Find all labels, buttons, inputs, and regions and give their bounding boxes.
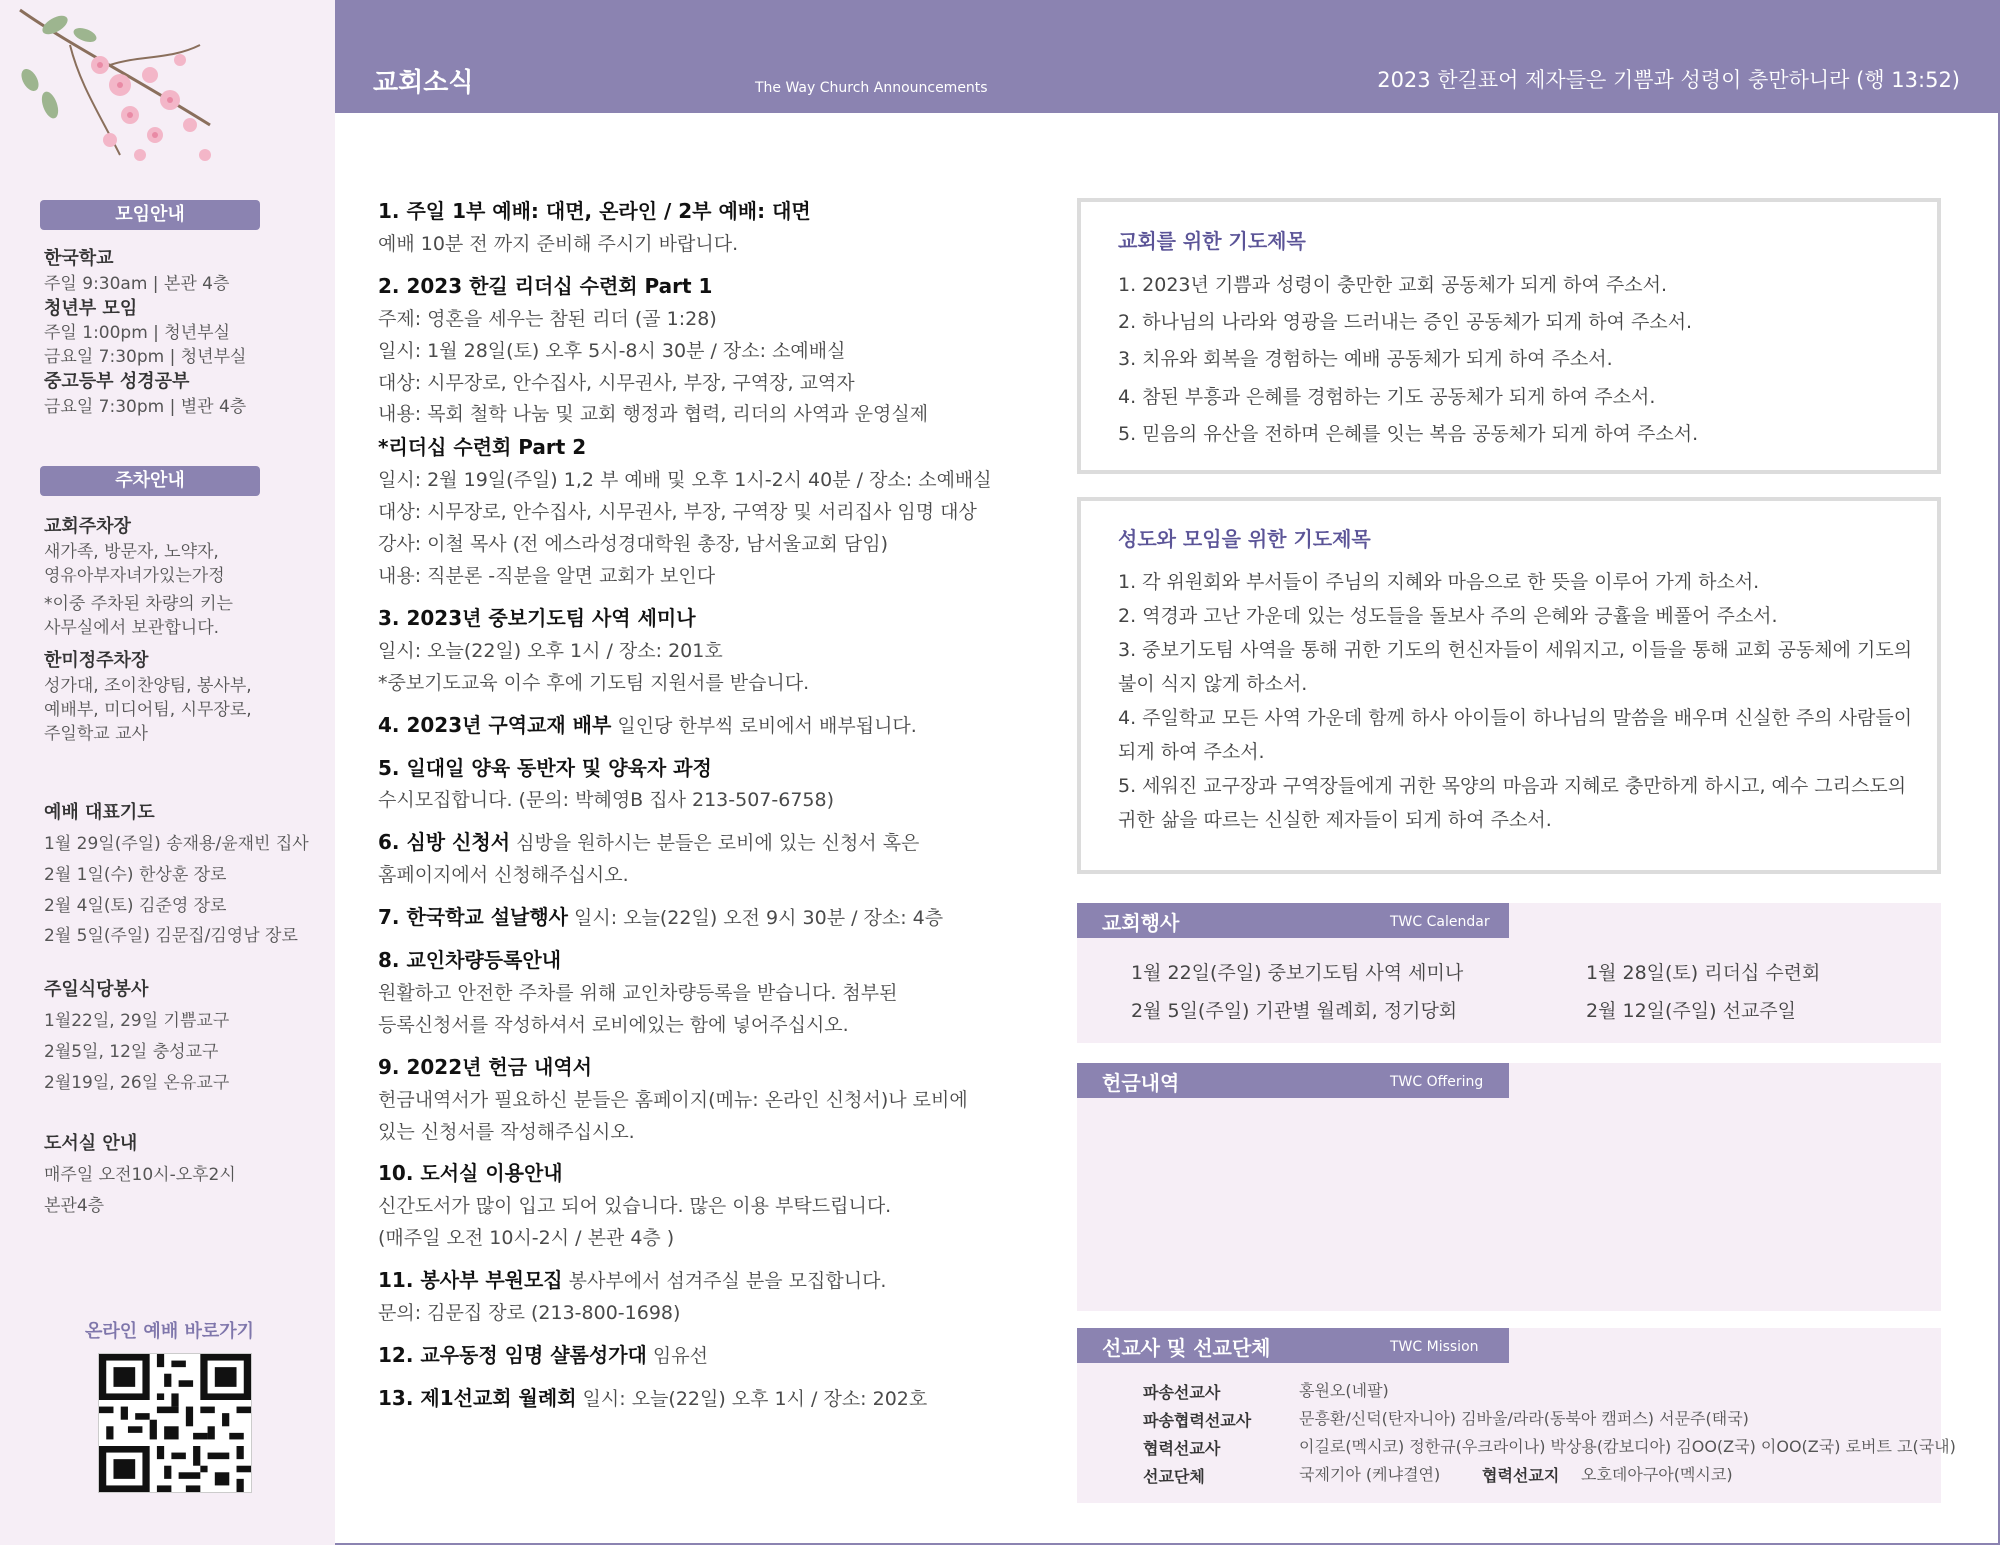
announcement-heading: 10. 도서실 이용안내 [378,1161,563,1186]
worship-prayer-item: 2월 5일(주일) 김문집/김영남 장로 [44,926,298,947]
member-prayer-line: 2. 역경과 고난 가운데 있는 성도들을 돌보사 주의 은혜와 긍휼을 베풀어 주소서. [1118,605,1778,627]
yearly-motto: 2023 한길표어 제자들은 기쁨과 성령이 충만하니라 (행 13:52) [1377,68,1960,92]
member-prayer-line: 귀한 삶을 따르는 신실한 제자들이 되게 하여 주소서. [1118,809,1552,831]
announcement-line: 내용: 직분론 -직분을 알면 교회가 보인다 [378,564,716,587]
worship-prayer-title: 예배 대표기도 [44,802,155,823]
announcement-heading: 2. 2023 한길 리더십 수련회 Part 1 [378,273,713,298]
offering-title: 헌금내역 [1102,1071,1180,1095]
calendar-title: 교회행사 [1102,911,1180,935]
meeting-detail: 주일 1:00pm | 청년부실 [44,323,230,344]
announcement-line: 강사: 이철 목사 (전 에스라성경대학원 총장, 남서울교회 담임) [378,533,889,556]
kitchen-service-item: 2월19일, 26일 온유교구 [44,1072,230,1093]
announcement-heading: 7. 한국학교 설날행사 [378,905,568,930]
worship-prayer-item: 2월 1일(수) 한상훈 장로 [44,864,227,885]
announcement-line: 일시: 오늘(22일) 오후 1시 / 장소: 201호 [378,639,723,662]
worship-prayer-list [44,797,309,952]
announcement-heading: 5. 일대일 양육 동반자 및 양육자 과정 [378,755,712,780]
announcement-item [378,1382,998,1416]
announcement-line: 대상: 시무장로, 안수집사, 시무권사, 부장, 구역장 및 서리집사 임명 대상 [378,501,977,524]
library-title: 도서실 안내 [44,1133,138,1154]
member-prayer-line: 4. 주일학교 모든 사역 가운데 함께 하사 아이들이 하나님의 말씀을 배우며 신실한 주의 사람들이 [1118,707,1913,729]
worship-prayer-item: 2월 4일(토) 김준영 장로 [44,895,227,916]
mission-value: 문흥환/신덕(탄자니아) 김바울/라라(동북아 캠퍼스) 서문주(태국) [1299,1409,1749,1428]
mission-label: 파송선교사 [1143,1383,1221,1402]
mission-title: 선교사 및 선교단체 [1102,1336,1271,1360]
announcement-heading: 9. 2022년 헌금 내역서 [378,1054,592,1079]
meeting-detail: 주일 9:30am | 본관 4층 [44,273,230,294]
cherry-blossom-illustration [10,5,230,175]
announcement-line: 있는 신청서를 작성해주십시오. [378,1120,635,1143]
announcement-line: 헌금내역서가 필요하신 분들은 홈페이지(메뉴: 온라인 신청서)나 로비에 [378,1088,968,1111]
announcement-inline-text: 임유선 [646,1345,708,1367]
worship-prayer-item: 1월 29일(주일) 송재용/윤재빈 집사 [44,834,309,855]
announcement-line: 신간도서가 많이 입고 되어 있습니다. 많은 이용 부탁드립니다. [378,1195,892,1218]
page-subtitle: The Way Church Announcements [755,80,988,96]
parking-note: 사무실에서 보관합니다. [44,617,220,638]
announcement-inline-text: 일인당 한부씩 로비에서 배부됩니다. [611,714,917,737]
kitchen-service-list [44,974,229,1098]
parking-detail: 예배부, 미디어팀, 시무장로, [44,699,252,720]
offering-header [1077,1063,1509,1098]
meeting-title: 중고등부 성경공부 [44,371,190,393]
parking-detail: 영유아부자녀가있는가정 [44,565,225,586]
calendar-event: 1월 22일(주일) 중보기도팀 사역 세미나 [1131,962,1464,984]
meeting-info-header: 모임안내 [40,200,260,230]
mission-value: 이길로(멕시코) 정한규(우크라이나) 박상용(캄보디아) 김OO(Z국) 이OO(Z국) 로버트 고(국내) [1299,1437,1956,1456]
mission-value: 홍원오(네팔) [1299,1381,1389,1400]
church-prayer-item: 3. 치유와 회복을 경험하는 예배 공동체가 되게 하여 주소서. [1118,348,1613,370]
announcement-item [378,1157,998,1255]
announcement-item [378,944,998,1042]
parking-detail: 주일학교 교사 [44,723,148,744]
announcement-line: 수시모집합니다. (문의: 박혜영B 집사 213-507-6758) [378,789,835,812]
announcement-inline-text: 봉사부에서 섬겨주실 분을 모집합니다. [562,1270,887,1293]
meeting-detail: 금요일 7:30pm | 별관 4층 [44,397,247,418]
mission-panel [1077,1328,1956,1503]
announcement-item [378,1339,998,1373]
mission-label: 협력선교사 [1143,1439,1221,1458]
page-title: 교회소식 [373,68,474,98]
announcement-heading: 11. 봉사부 부원모집 [378,1268,563,1293]
announcement-heading: 13. 제1선교회 월례회 [378,1385,577,1410]
sidebar [0,0,335,1545]
parking-detail: 새가족, 방문자, 노약자, [44,541,219,562]
parking-note: *이중 주차된 차량의 키는 [44,593,233,614]
meeting-title: 청년부 모임 [44,297,138,319]
announcement-line: 주제: 영혼을 세우는 참된 리더 (골 1:28) [378,307,717,330]
announcement-item [378,826,998,892]
announcement-heading: *리더십 수련회 Part 2 [378,435,587,460]
calendar-event: 2월 12일(주일) 선교주일 [1586,1000,1797,1022]
parking-title: 교회주차장 [44,516,131,537]
announcement-line: 내용: 목회 철학 나눔 및 교회 행정과 협력, 리더의 사역과 운영실제 [378,403,929,426]
announcement-item [378,431,998,593]
qr-code-icon [99,1354,251,1492]
member-prayer-title: 성도와 모임을 위한 기도제목 [1118,527,1371,551]
mission-subtitle: TWC Mission [1390,1339,1479,1355]
library-info [44,1128,236,1222]
kitchen-service-item: 2월5일, 12일 충성교구 [44,1041,219,1062]
member-prayer-line: 5. 세워진 교구장과 구역장들에게 귀한 목양의 마음과 지혜로 충만하게 하시고, 예수 그리스도의 [1118,775,1907,797]
calendar-event: 1월 28일(토) 리더십 수련회 [1586,962,1821,984]
church-prayer-item: 4. 참된 부흥과 은혜를 경험하는 기도 공동체가 되게 하여 주소서. [1118,386,1656,408]
announcement-line: 일시: 2월 19일(주일) 1,2 부 예배 및 오후 1시-2시 40분 / 장소: 소예배실 [378,469,992,492]
announcements [378,195,998,1425]
calendar-panel [1077,903,1941,1043]
announcement-item [378,901,998,935]
announcement-inline-text: 일시: 오늘(22일) 오후 1시 / 장소: 202호 [576,1387,928,1410]
member-prayer-line: 불이 식지 않게 하소서. [1118,673,1308,695]
online-worship-link[interactable]: 온라인 예배 바로가기 [85,1321,255,1342]
kitchen-service-item: 1월22일, 29일 기쁨교구 [44,1011,230,1032]
offering-panel [1077,1063,1941,1311]
announcement-line: 예배 10분 전 까지 준비해 주시기 바랍니다. [378,232,739,255]
announcement-item [378,752,998,818]
announcement-heading: 6. 심방 신청서 [378,830,511,855]
mission-partner-label: 협력선교지 [1482,1466,1560,1485]
announcement-line: 홈페이지에서 신청해주십시오. [378,864,629,887]
announcement-heading: 1. 주일 1부 예배: 대면, 온라인 / 2부 예배: 대면 [378,199,811,223]
announcement-heading: 12. 교우동정 임명 샬롬성가대 [378,1343,647,1367]
mission-label: 선교단체 [1143,1467,1205,1486]
offering-subtitle: TWC Offering [1390,1074,1484,1090]
announcement-inline-text: 심방을 원하시는 분들은 로비에 있는 신청서 혹은 [510,832,920,855]
announcement-item [378,195,998,261]
announcement-line: 문의: 김문집 장로 (213-800-1698) [378,1302,681,1325]
meeting-detail: 금요일 7:30pm | 청년부실 [44,347,247,368]
church-prayer-box [1077,198,1941,474]
announcement-inline-text: 일시: 오늘(22일) 오전 9시 30분 / 장소: 4층 [568,907,944,930]
parking-list [44,514,252,746]
announcement-item [378,602,998,700]
calendar-header [1077,903,1509,938]
announcement-line: *중보기도교육 이수 후에 기도팀 지원서를 받습니다. [378,671,810,694]
member-prayer-line: 3. 중보기도팀 사역을 통해 귀한 기도의 헌신자들이 세워지고, 이들을 통해 교회 공동체에 기도의 [1118,639,1913,661]
mission-header [1077,1328,1509,1363]
qr-code[interactable] [98,1353,252,1493]
parking-detail: 성가대, 조이찬양팀, 봉사부, [44,675,252,696]
announcement-line: 등록신청서를 작성하셔서 로비에있는 함에 넣어주십시오. [378,1013,849,1036]
page-header [335,0,2000,113]
church-prayer-item: 2. 하나님의 나라와 영광을 드러내는 증인 공동체가 되게 하여 주소서. [1118,311,1693,333]
announcement-line: 일시: 1월 28일(토) 오후 5시-8시 30분 / 장소: 소예배실 [378,339,846,362]
library-detail: 매주일 오전10시-오후2시 [44,1165,236,1186]
kitchen-service-title: 주일식당봉사 [44,979,149,1000]
mission-label: 파송협력선교사 [1143,1411,1252,1430]
announcement-line: (매주일 오전 10시-2시 / 본관 4층 ) [378,1227,675,1250]
announcement-heading: 8. 교인차량등록안내 [378,948,562,973]
mission-partner-value: 오호데아구아(멕시코) [1581,1465,1733,1484]
church-prayer-title: 교회를 위한 기도제목 [1118,229,1306,253]
announcement-item [378,1264,998,1330]
member-prayer-line: 1. 각 위원회와 부서들이 주님의 지혜와 마음으로 한 뜻을 이루어 가게 하소서. [1118,571,1760,593]
announcement-heading: 4. 2023년 구역교재 배부 [378,712,612,737]
calendar-subtitle: TWC Calendar [1390,914,1490,930]
announcement-item [378,270,998,432]
meeting-list [44,246,246,419]
announcement-heading: 3. 2023년 중보기도팀 사역 세미나 [378,605,696,630]
calendar-event: 2월 5일(주일) 기관별 월례회, 정기당회 [1131,1000,1458,1022]
announcement-line: 대상: 시무장로, 안수집사, 시무권사, 부장, 구역장, 교역자 [378,371,855,394]
mission-value: 국제기아 (케냐결연) [1299,1465,1441,1484]
member-prayer-box [1077,497,1941,874]
parking-title: 한미정주차장 [44,650,149,672]
member-prayer-line: 되게 하여 주소서. [1118,741,1265,763]
announcement-item [378,1051,998,1149]
announcement-item [378,709,998,743]
parking-info-header: 주차안내 [40,466,260,496]
announcement-line: 원활하고 안전한 주차를 위해 교인차량등록을 받습니다. 첨부된 [378,981,898,1004]
library-detail: 본관4층 [44,1195,105,1216]
church-prayer-item: 5. 믿음의 유산을 전하며 은혜를 잇는 복음 공동체가 되게 하여 주소서. [1118,423,1699,445]
church-prayer-item: 1. 2023년 기쁨과 성령이 충만한 교회 공동체가 되게 하여 주소서. [1118,274,1668,296]
meeting-title: 한국학교 [44,248,114,269]
